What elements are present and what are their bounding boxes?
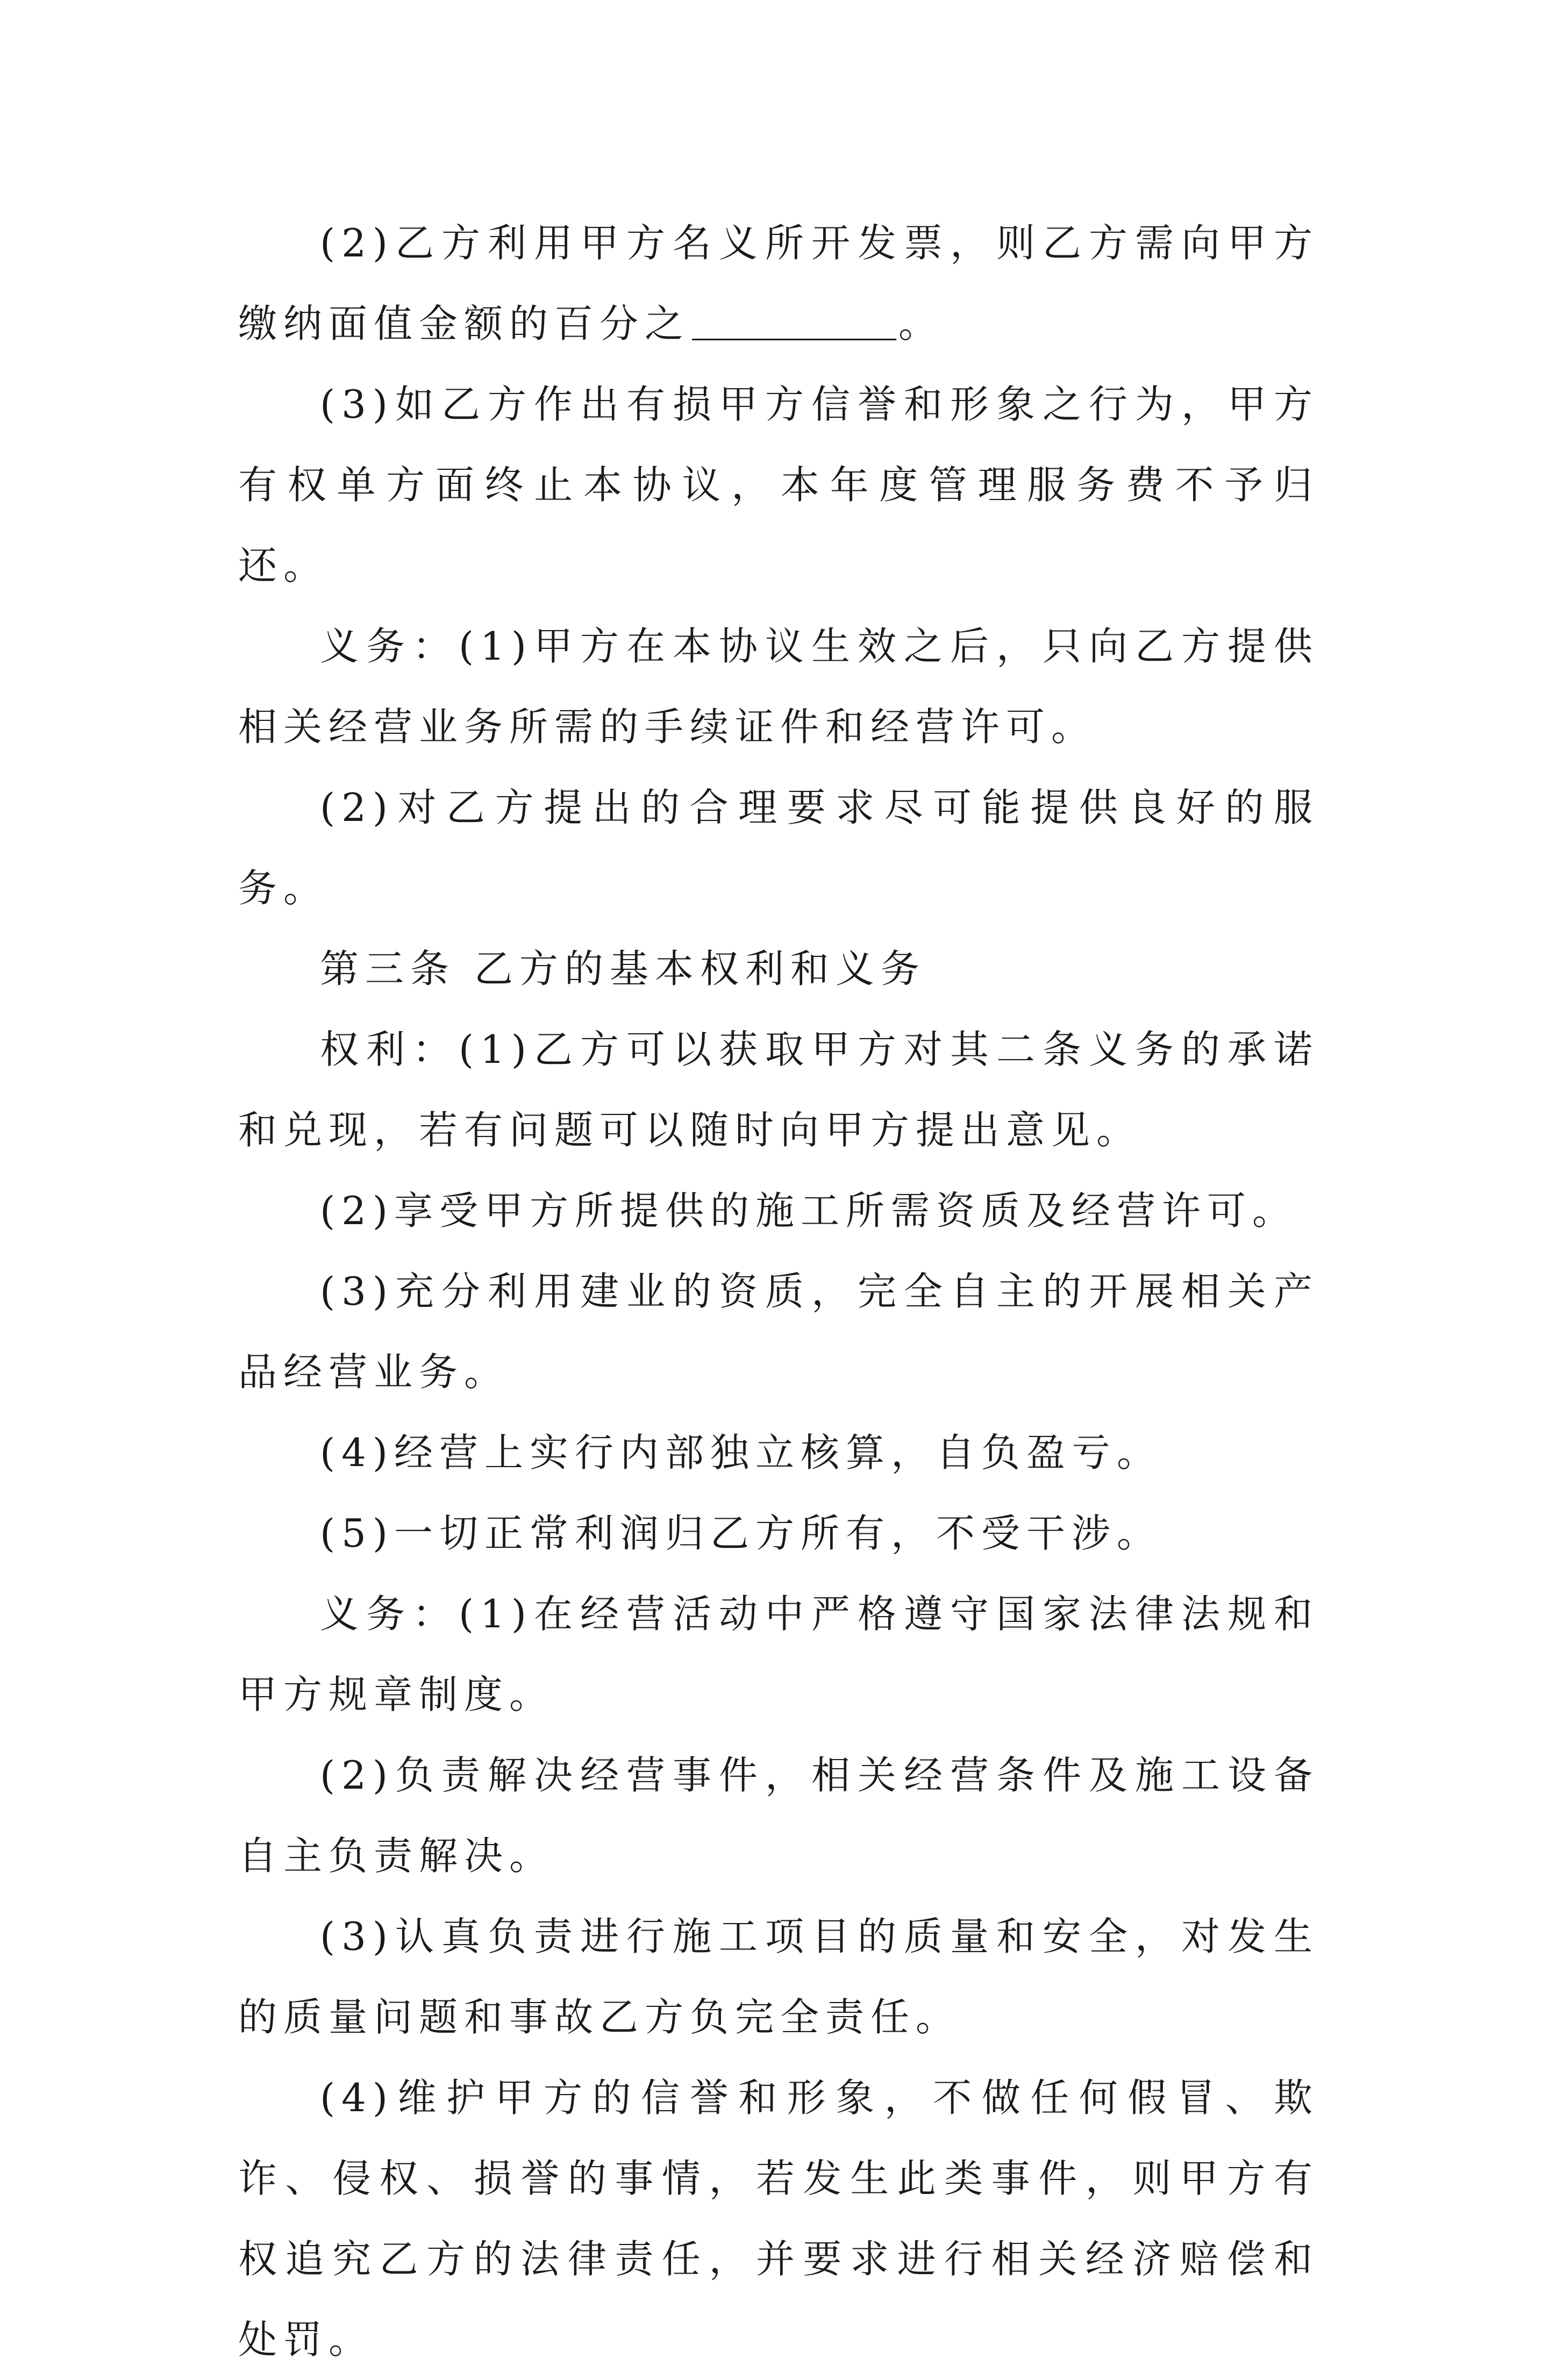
section-heading-article-3: 第三条 乙方的基本权利和义务 [320,946,926,991]
paragraph-text: (2)乙方利用甲方名义所开发票，则乙方需向甲方缴纳面值金额的百分之 [238,220,1319,346]
paragraph-termination: (3)如乙方作出有损甲方信誉和形象之行为，甲方有权单方面终止本协议，本年度管理服务费不予归还。 [238,382,1319,588]
document-body [238,203,1319,2380]
paragraph-party-a-obligation-2: (2)对乙方提出的合理要求尽可能提供良好的服务。 [238,785,1319,911]
paragraph-tail: 。 [898,301,944,346]
paragraph-party-b-obligation-2: (2)负责解决经营事件，相关经营条件及施工设备自主负责解决。 [238,1753,1319,1878]
fill-in-blank[interactable] [692,300,896,340]
paragraph-party-b-obligation-3: (3)认真负责进行施工项目的质量和安全，对发生的质量问题和事故乙方负完全责任。 [238,1914,1319,2040]
paragraph-party-b-right-3: (3)充分利用建业的资质，完全自主的开展相关产品经营业务。 [238,1269,1319,1395]
paragraph-party-b-right-1: 权利：(1)乙方可以获取甲方对其二条义务的承诺和兑现，若有问题可以随时向甲方提出意见。 [238,1027,1319,1153]
paragraph-invoice-fee [238,203,1319,364]
paragraph-party-b-right-5: (5)一切正常利润归乙方所有，不受干涉。 [320,1511,1162,1556]
paragraph-party-b-obligation-1: 义务：(1)在经营活动中严格遵守国家法律法规和甲方规章制度。 [238,1591,1319,1717]
paragraph-party-b-obligation-4: (4)维护甲方的信誉和形象，不做任何假冒、欺诈、侵权、损誉的事情，若发生此类事件，则甲方有权追究乙方的法律责任，并要求进行相关经济赔偿和处罚。 [238,2075,1319,2362]
paragraph-party-a-obligation-1: 义务：(1)甲方在本协议生效之后，只向乙方提供相关经营业务所需的手续证件和经营许可。 [238,624,1319,749]
paragraph-party-b-right-2: (2)享受甲方所提供的施工所需资质及经营许可。 [320,1188,1297,1233]
paragraph-party-b-right-4: (4)经营上实行内部独立核算，自负盈亏。 [320,1430,1162,1475]
